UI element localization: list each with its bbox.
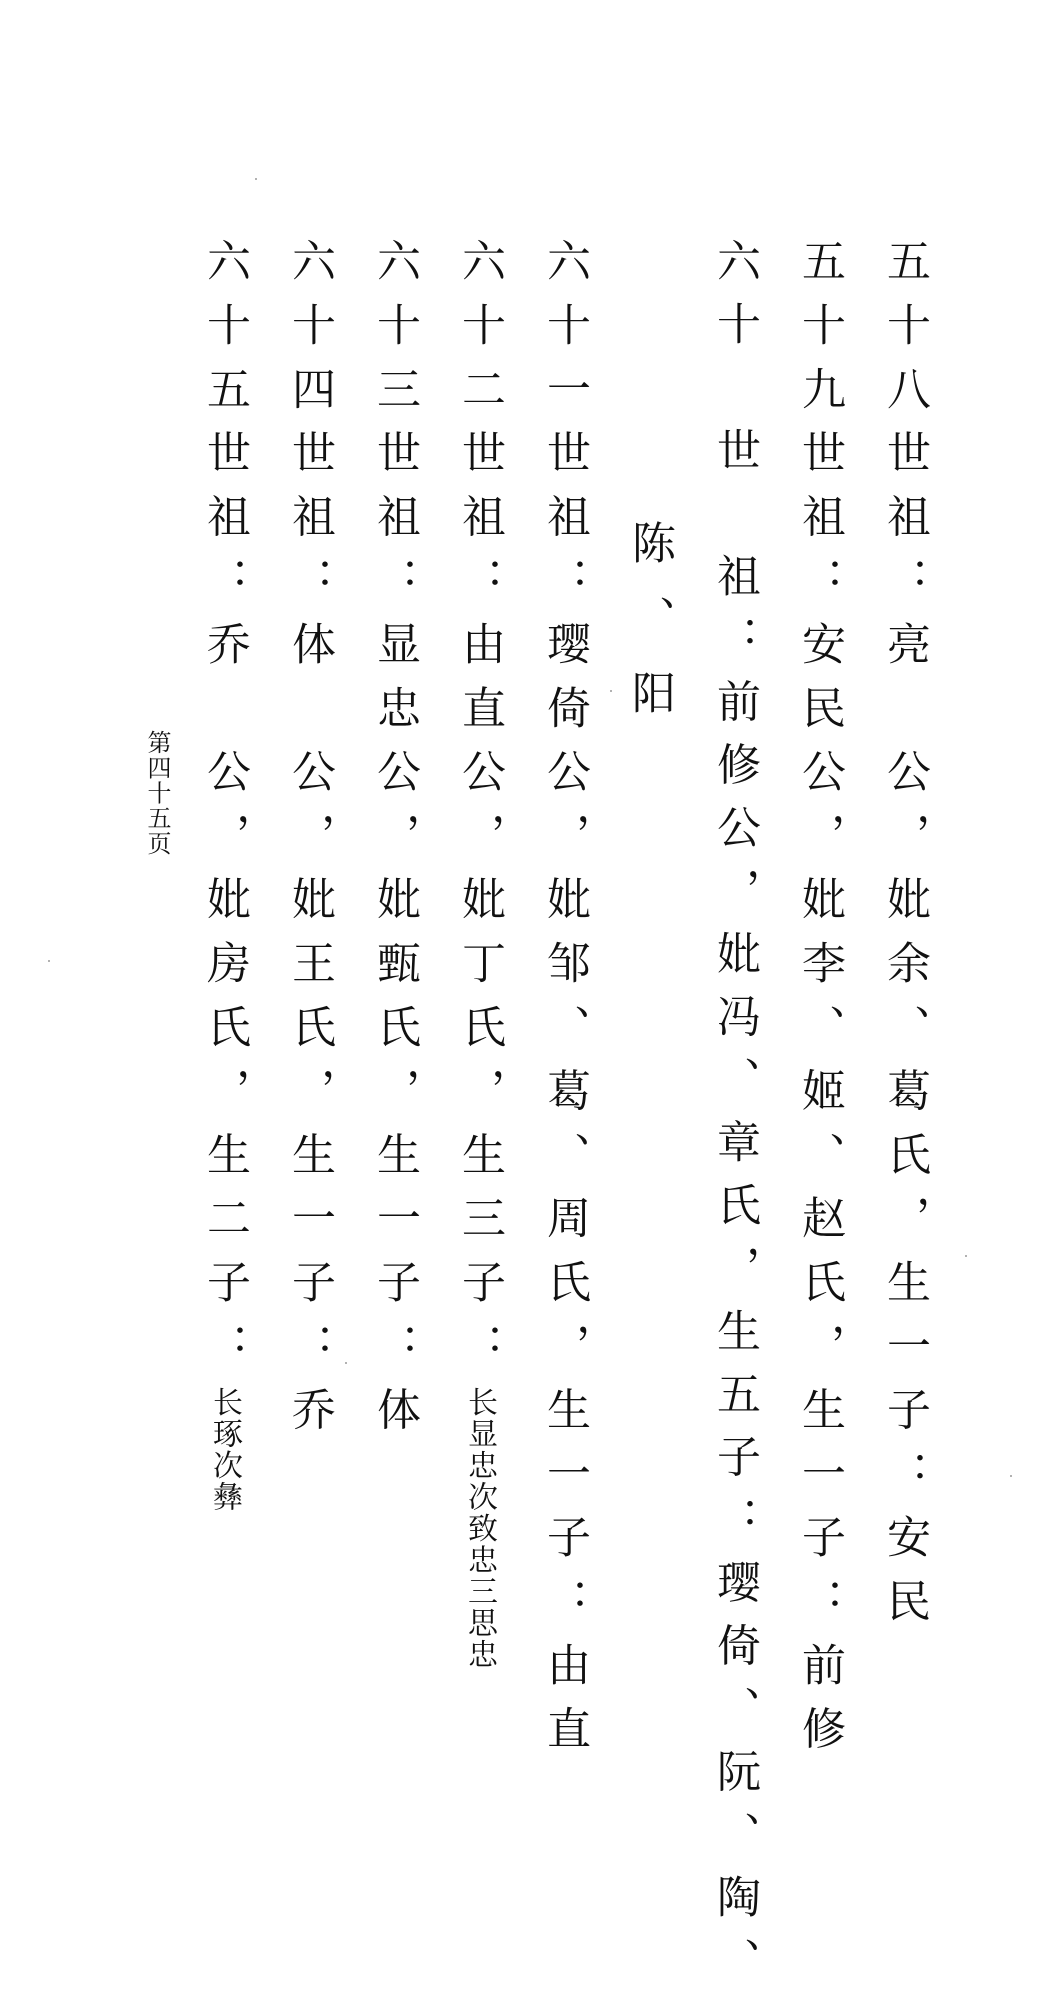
- scan-speck: [255, 178, 257, 180]
- line-gen58: 五十八世祖：亮 公，妣余、葛氏，生一子：安民: [879, 238, 930, 1642]
- line-gen63: 六十三世祖：显忠公，妣甄氏，生一子：体: [369, 238, 420, 1451]
- line-gen60: 六十 世 祖：前修公，妣冯、章氏，生五子：璎倚、阮、陶、: [709, 238, 760, 2000]
- page-number: 第四十五页: [143, 730, 171, 856]
- gen65-sons-note: 长琢次彝: [207, 1386, 242, 1513]
- scan-speck: [1010, 1475, 1012, 1477]
- gen65-main-text: 六十五世祖：乔 公，妣房氏，生二子：: [199, 238, 250, 1387]
- line-gen64: 六十四世祖：体 公，妣王氏，生一子：乔: [284, 238, 335, 1451]
- line-gen62: [453, 238, 505, 1670]
- gen62-main-text: 六十二世祖：由直公，妣丁氏，生三子：: [454, 238, 505, 1387]
- scan-speck: [48, 960, 50, 962]
- line-gen59: 五十九世祖：安民公，妣李、姬、赵氏，生一子：前修: [794, 238, 845, 1770]
- scan-speck: [610, 690, 612, 692]
- line-gen60-continued: 陈、阳: [624, 520, 675, 745]
- gen62-sons-note: 长显忠次致忠三思忠: [462, 1386, 497, 1670]
- line-gen65: [198, 238, 250, 1512]
- scan-speck: [965, 1255, 967, 1257]
- scan-speck: [345, 1362, 347, 1364]
- line-gen61: 六十一世祖：璎倚公，妣邹、葛、周氏，生一子：由直: [539, 238, 590, 1770]
